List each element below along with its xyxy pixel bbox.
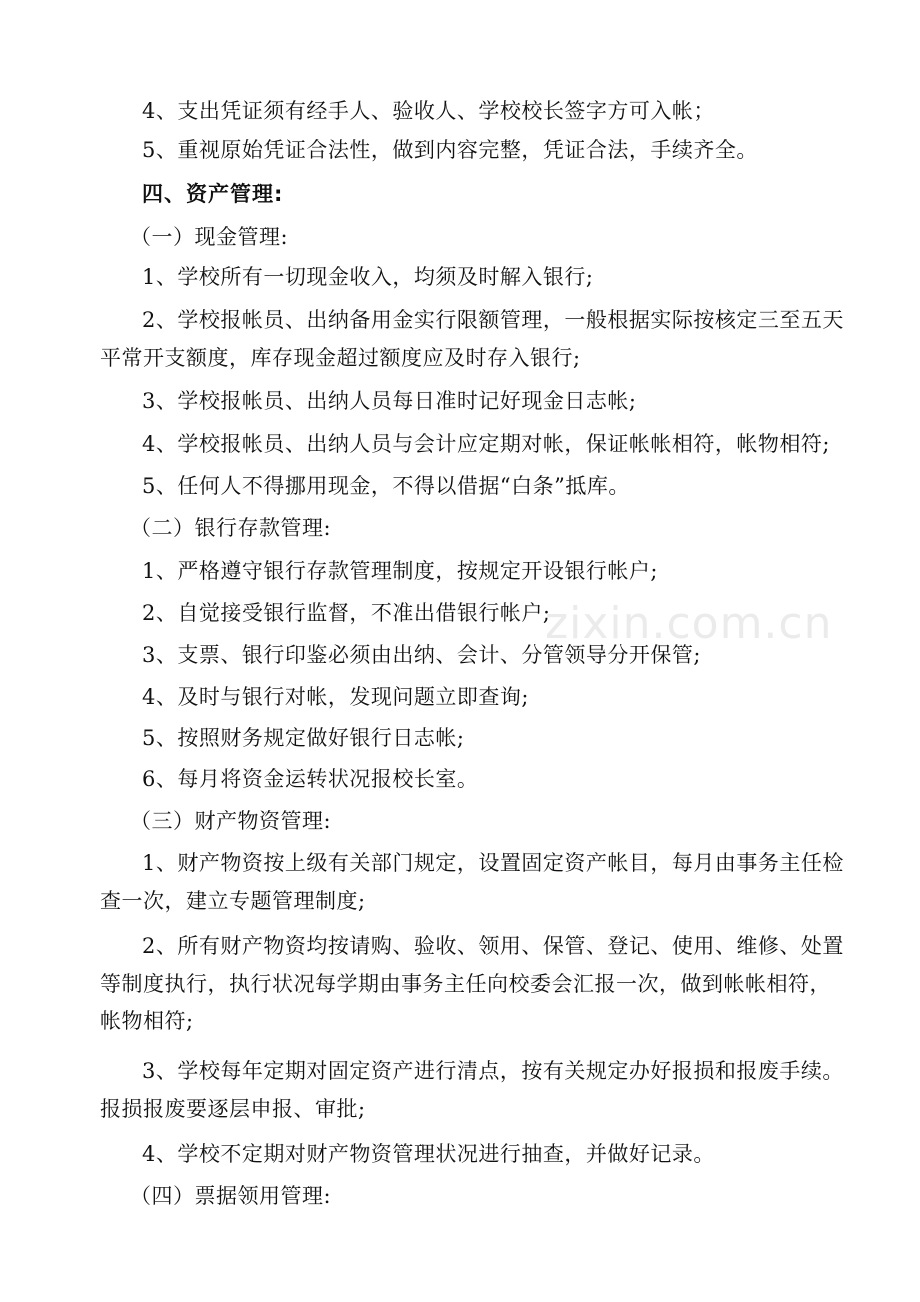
paragraph-line: 帐物相符; <box>100 1009 194 1033</box>
watermark: zixin.com.cn <box>545 598 833 649</box>
paragraph-line: 4、支出凭证须有经手人、验收人、学校校长签字方可入帐； <box>142 99 715 123</box>
paragraph-line: （一）现金管理: <box>130 225 289 249</box>
paragraph-line: 2、学校报帐员、出纳备用金实行限额管理，一般根据实际按核定三至五天 <box>142 308 844 332</box>
paragraph-cheques-and-seals <box>100 637 840 675</box>
paragraph-line: 2、所有财产物资均按请购、验收、领用、保管、登记、使用、维修、处置 <box>142 934 844 958</box>
paragraph-no-misuse-of-cash <box>100 468 840 506</box>
paragraph-line: 4、学校报帐员、出纳人员与会计应定期对帐，保证帐帐相符，帐物相符; <box>142 432 830 456</box>
subheading-bank-deposit-management <box>100 510 840 548</box>
paragraph-line: 4、学校不定期对财产物资管理状况进行抽查，并做好记录。 <box>142 1142 715 1166</box>
paragraph-line: （四）票据领用管理: <box>130 1184 332 1208</box>
paragraph-line: 4、及时与银行对帐，发现问题立即查询; <box>142 685 529 709</box>
paragraph-cash-journal <box>100 383 840 421</box>
paragraph-bank-supervision <box>100 595 840 633</box>
paragraph-petty-cash-limit <box>100 302 844 377</box>
paragraph-line: 报损报废要逐层申报、审批; <box>100 1096 366 1121</box>
paragraph-line: 5、任何人不得挪用现金，不得以借据“白条”抵库。 <box>142 474 630 498</box>
paragraph-expense-voucher-signature <box>100 93 840 131</box>
paragraph-line: 3、学校报帐员、出纳人员每日准时记好现金日志帐; <box>142 389 637 413</box>
paragraph-line: 2、自觉接受银行监督，不准出借银行帐户; <box>142 601 551 625</box>
paragraph-line: 查一次，建立专题管理制度; <box>100 888 366 913</box>
paragraph-spot-checks <box>100 1136 840 1174</box>
paragraph-original-voucher-legality <box>100 132 840 170</box>
subheading-cash-management <box>100 219 840 257</box>
paragraph-property-procedures <box>100 928 844 1041</box>
paragraph-bank-deposit-rules <box>100 553 840 591</box>
paragraph-line: （三）财产物资管理: <box>130 809 332 833</box>
paragraph-line: 平常开支额度，库存现金超过额度应及时存入银行; <box>100 345 581 370</box>
paragraph-line: 3、学校每年定期对固定资产进行清点，按有关规定办好报损和报废手续。 <box>142 1059 844 1083</box>
paragraph-line: 1、严格遵守银行存款管理制度，按规定开设银行帐户; <box>142 559 658 583</box>
paragraph-fixed-asset-accounts <box>100 845 844 920</box>
paragraph-line: 1、财产物资按上级有关部门规定，设置固定资产帐目，每月由事务主任检 <box>142 851 844 875</box>
section-heading-asset-management <box>100 176 840 214</box>
paragraph-line: 5、重视原始凭证合法性，做到内容完整，凭证合法，手续齐全。 <box>142 138 758 162</box>
paragraph-line: 3、支票、银行印鉴必须由出纳、会计、分管领导分开保管; <box>142 643 701 667</box>
subheading-receipt-management <box>100 1178 840 1216</box>
paragraph-cash-income <box>100 259 840 297</box>
paragraph-line: 四、资产管理: <box>142 182 284 206</box>
paragraph-line: 等制度执行，执行状况每学期由事务主任向校委会汇报一次，做到帐帐相符， <box>100 971 831 996</box>
paragraph-annual-asset-inventory <box>100 1053 844 1128</box>
paragraph-bank-journal <box>100 720 840 758</box>
paragraph-account-reconciliation <box>100 426 840 464</box>
paragraph-line: （二）银行存款管理: <box>130 516 332 540</box>
paragraph-line: 6、每月将资金运转状况报校长室。 <box>142 767 479 791</box>
paragraph-line: 5、按照财务规定做好银行日志帐; <box>142 726 465 750</box>
subheading-property-management <box>100 803 840 841</box>
paragraph-bank-reconciliation <box>100 679 840 717</box>
paragraph-line: 1、学校所有一切现金收入，均须及时解入银行; <box>142 265 594 289</box>
paragraph-monthly-fund-report <box>100 761 840 799</box>
